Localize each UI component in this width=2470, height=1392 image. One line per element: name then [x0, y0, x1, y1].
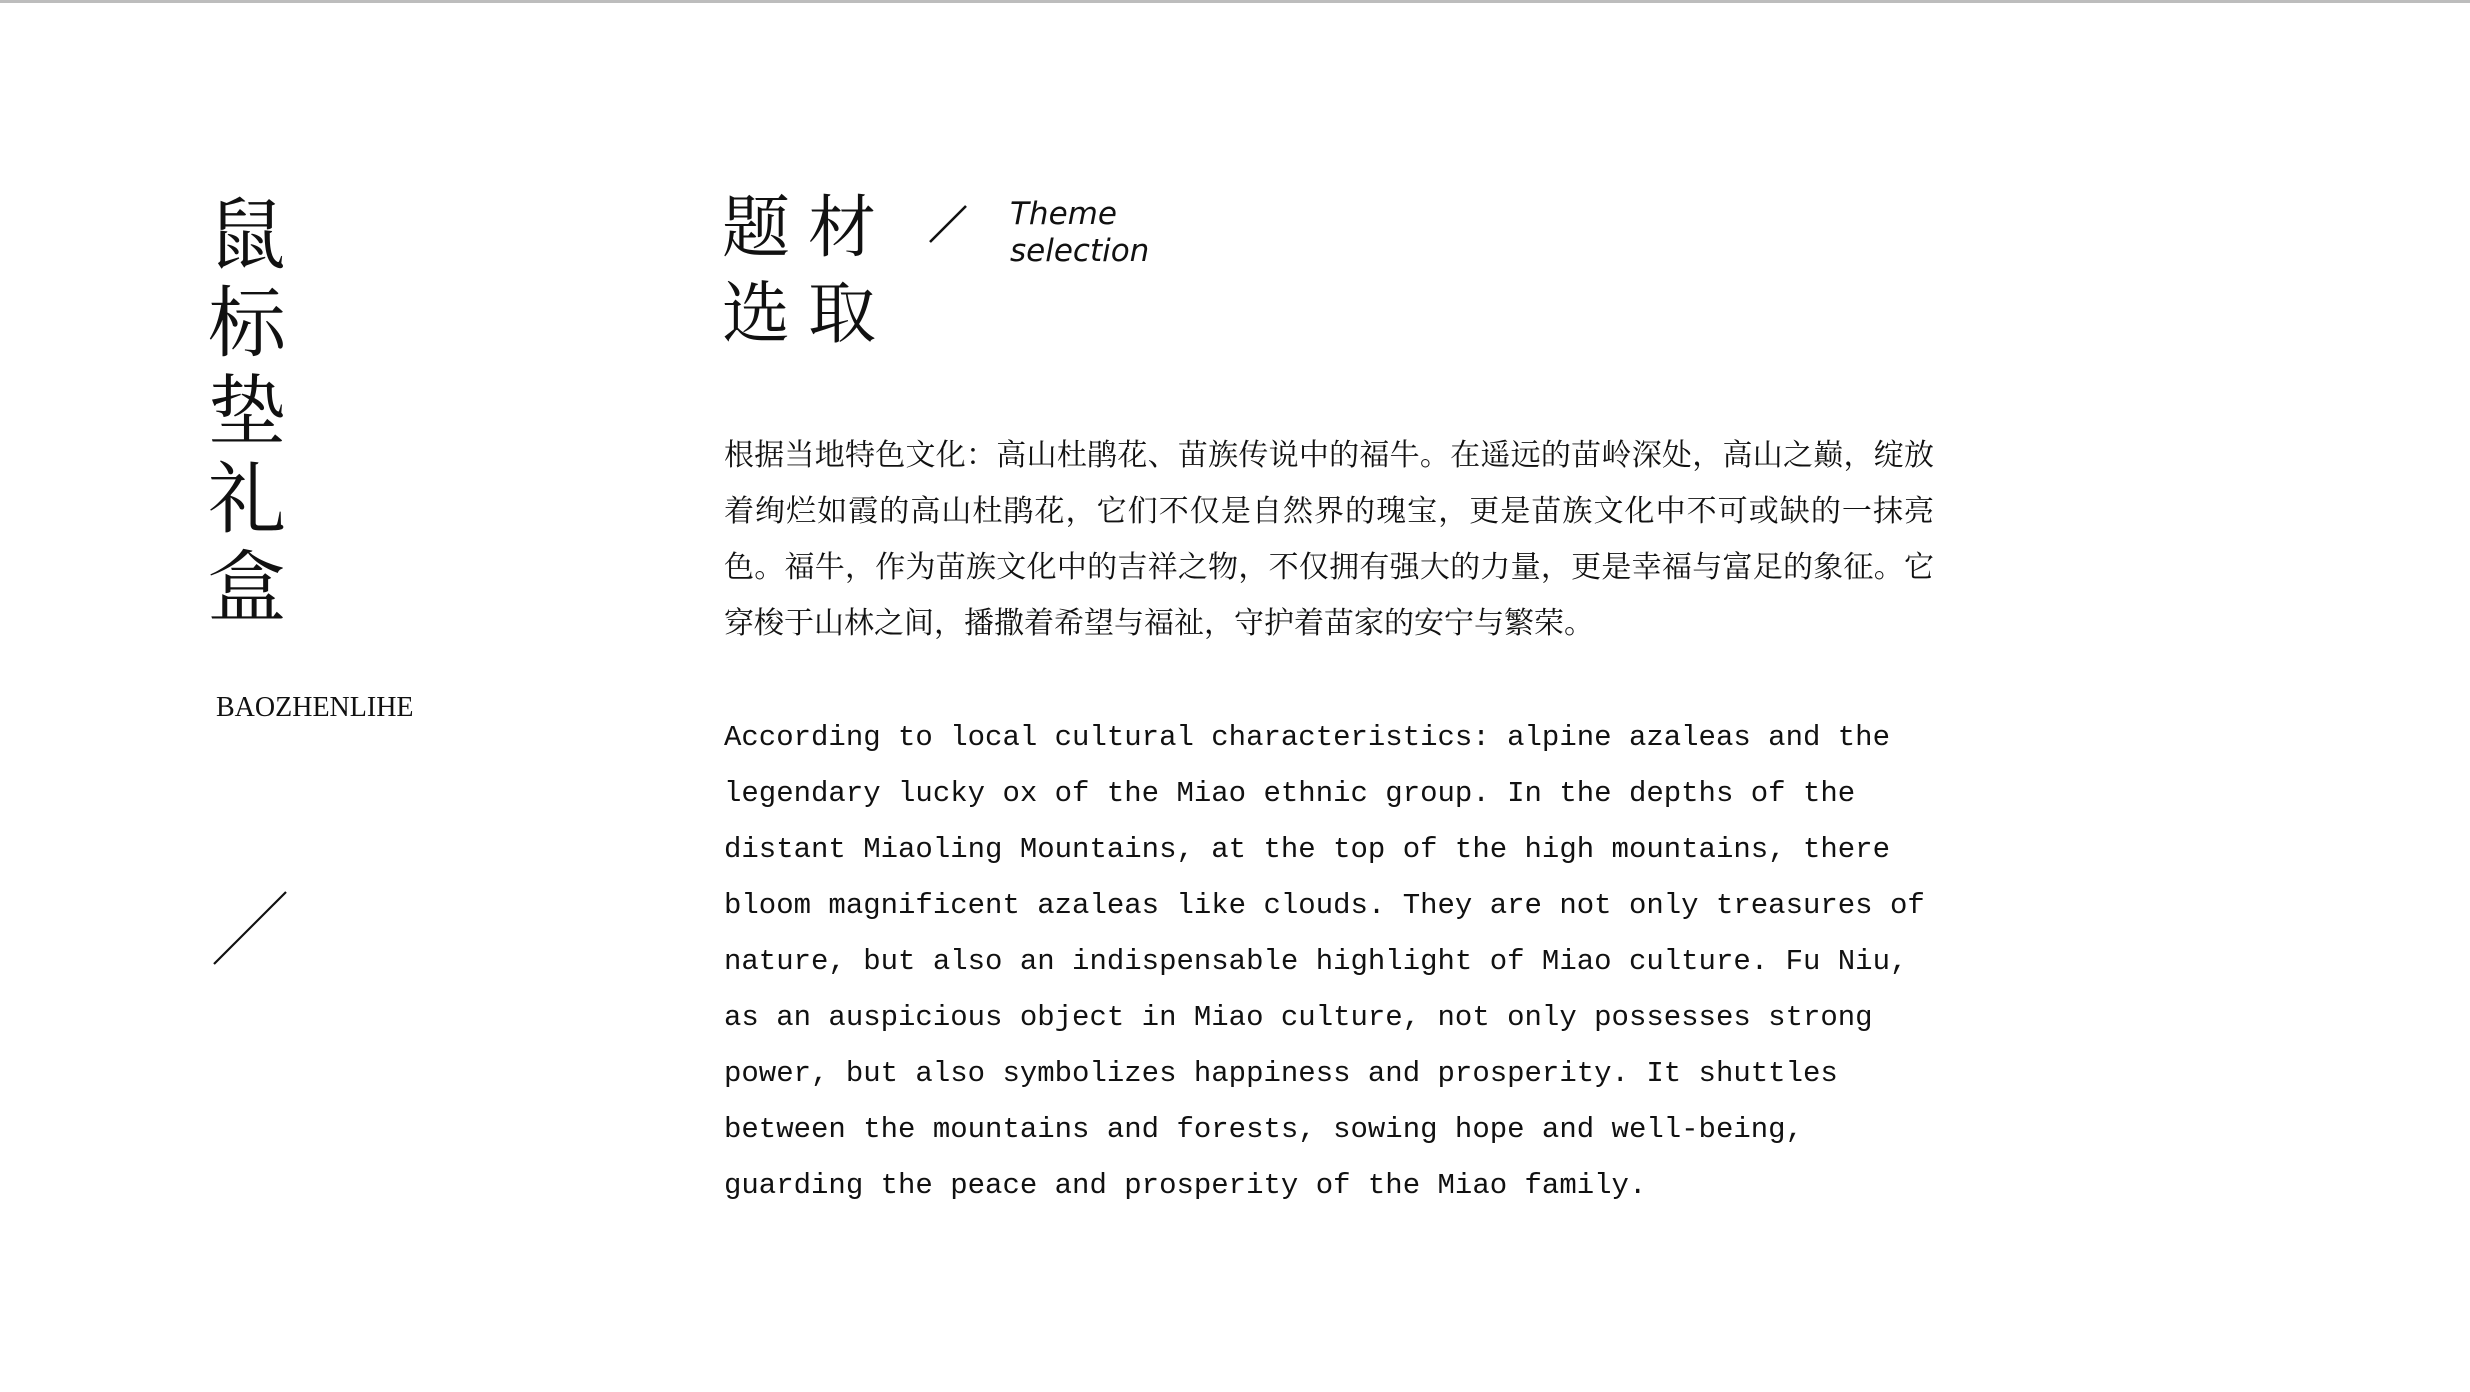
product-title-pinyin: BAOZHENLIHE: [216, 692, 414, 723]
section-subtitle-line-1: Theme: [1010, 196, 1117, 232]
slash-icon: [928, 204, 968, 244]
description-chinese: 根据当地特色文化：高山杜鹃花、苗族传说中的福牛。在遥远的苗岭深处，高山之巅，绽放着绚烂如霞的高山杜鹃花，它们不仅是自然界的瑰宝，更是苗族文化中不可或缺的一抹亮色。福牛，作为苗族文化中的吉祥之物，不仅拥有强大的力量，更是幸福与富足的象征。它穿梭于山林之间，播撒着希望与福祉，守护着苗家的安宁与繁荣。: [724, 438, 1934, 641]
description-english: According to local cultural characteristics: alpine azaleas and the legendary lucky ox of the Miao ethnic group. In the depths of the distant Miaoling Mountains, at the top of the high mountains, there bloom magnificent azaleas like clouds. They are not only treasures of nature, but also an indispensable highlight of Miao culture. Fu Niu, as an auspicious object in Miao culture, not only possesses strong power, but also symbolizes happiness and prosperity. It shuttles between the mountains and forests, sowing hope and well-being, guarding the peace and prosperity of the Miao family.: [724, 721, 1925, 1202]
section-subtitle-line-2: selection: [1010, 233, 1150, 269]
slash-icon: [212, 890, 288, 966]
section-title: 题材选取: [722, 189, 895, 354]
top-border-line: [0, 0, 2470, 3]
section-subtitle: [1010, 196, 1149, 270]
product-title-vertical: 鼠标垫礼盒: [208, 191, 287, 633]
